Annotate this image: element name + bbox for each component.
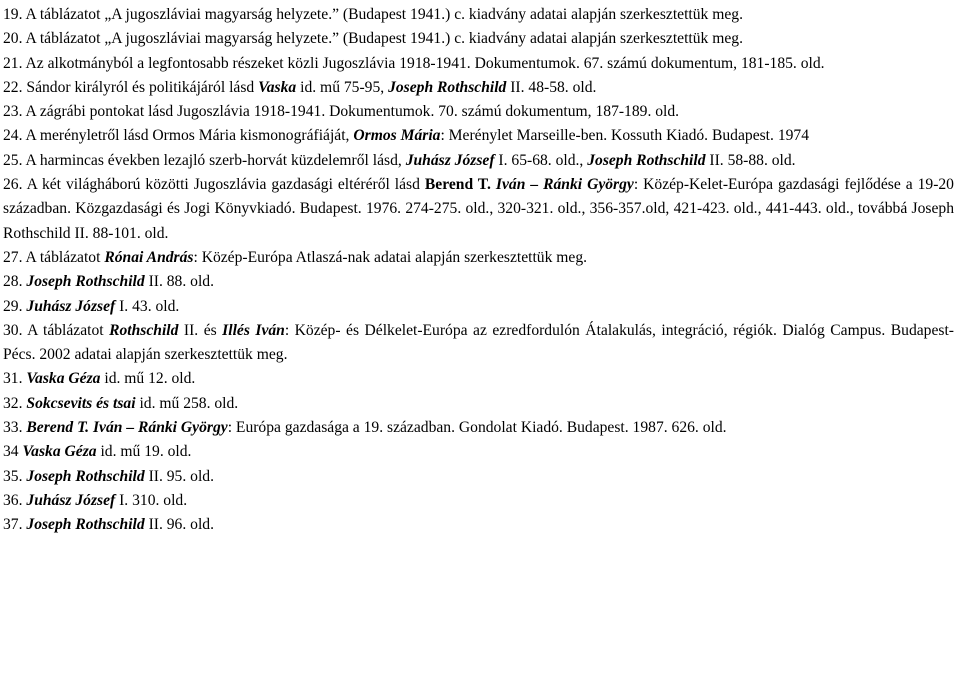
footnote-text: : Közép-Európa Atlaszá-nak adatai alapján szerkesztettük meg.	[193, 248, 588, 266]
footnote-text: II. 96. old.	[144, 516, 214, 534]
footnote-text: 29.	[3, 297, 27, 315]
fn-37	[3, 513, 954, 537]
fn-32	[3, 392, 954, 416]
footnote-text: 24. A merényletről lásd Ormos Mária kismonográfiáját,	[3, 127, 354, 145]
footnote-text: II. 58-88. old.	[705, 151, 796, 169]
author-name: Berend T.	[424, 176, 491, 194]
author-name: Rónai András	[104, 248, 194, 266]
footnote-text: 31.	[3, 370, 27, 388]
footnote-text: 27. A táblázatot	[3, 248, 105, 266]
author-name: Berend T. Iván – Ránki György	[26, 419, 228, 437]
footnote-text: 25. A harmincas években lezajló szerb-horvát küzdelemről lásd,	[3, 151, 406, 169]
footnote-text: 28.	[3, 273, 27, 291]
footnote-text: I. 65-68. old.,	[494, 151, 588, 169]
footnote-text: 32.	[3, 394, 27, 412]
author-name: Vaska Géza	[26, 370, 101, 388]
fn-28	[3, 270, 954, 294]
footnote-text: 23. A zágrábi pontokat lásd Jugoszlávia 1918-1941. Dokumentumok. 70. számú dokumentum, 187-189. old.	[3, 103, 680, 121]
footnote-text: 37.	[3, 516, 27, 534]
fn-26	[3, 173, 954, 246]
fn-29	[3, 295, 954, 319]
footnote-text: 22. Sándor királyról és politikájáról lásd	[3, 78, 259, 96]
footnote-text: 21. Az alkotmányból a legfontosabb részeket közli Jugoszlávia 1918-1941. Dokumentumok. 67. számú dokumentum, 181-185. old.	[3, 54, 825, 72]
fn-19	[3, 3, 954, 27]
footnote-list	[3, 3, 954, 538]
fn-20	[3, 27, 954, 51]
footnote-text: 19. A táblázatot „A jugoszláviai magyarság helyzete.” (Budapest 1941.) c. kiadvány adatai alapján szerkesztettük meg.	[3, 6, 744, 23]
fn-23	[3, 100, 954, 124]
author-name: Vaska	[258, 78, 297, 96]
fn-22	[3, 76, 954, 100]
fn-24	[3, 124, 954, 148]
footnote-text: : Közép-Kelet-Európa gazdasági fejlődése a 19-20 században. Közgazdasági és Jogi Könyvkiadó. Budapest. 1976. 274-275. old., 320-321. old., 356-357.old, 421-423. old., 441-443. old., továbbá Joseph Rothschild II. 88-101. old.	[3, 176, 954, 242]
fn-31	[3, 367, 954, 391]
footnote-text: 33.	[3, 419, 27, 437]
author-name: Joseph Rothschild	[388, 78, 507, 96]
author-name: Juhász József	[405, 151, 495, 169]
author-name: Iván – Ránki György	[495, 176, 634, 194]
footnote-text: 26. A két világháború közötti Jugoszlávia gazdasági eltéréről lásd	[3, 176, 425, 194]
footnote-text: II. 95. old.	[144, 467, 214, 485]
author-name: Joseph Rothschild	[587, 151, 706, 169]
footnote-text: : Merénylet Marseille-ben. Kossuth Kiadó. Budapest. 1974	[440, 127, 810, 145]
author-name: Ormos Mária	[353, 127, 441, 145]
footnote-text: id. mű 12. old.	[100, 370, 196, 388]
author-name: Illés Iván	[222, 321, 285, 339]
footnote-text: id. mű 75-95,	[296, 78, 389, 96]
footnote-text: 34	[3, 443, 23, 461]
footnote-text: II. 48-58. old.	[506, 78, 597, 96]
author-name: Vaska Géza	[22, 443, 97, 461]
footnote-text: 20. A táblázatot „A jugoszláviai magyarság helyzete.” (Budapest 1941.) c. kiadvány adatai alapján szerkesztettük meg.	[3, 30, 744, 48]
fn-33	[3, 416, 954, 440]
footnote-text: : Közép- és Délkelet-Európa az ezredfordulón Átalakulás, integráció, régiók. Dialóg Campus. Budapest-Pécs. 2002 adatai alapján szerkesztettük meg.	[3, 321, 954, 364]
footnote-text: id. mű 258. old.	[135, 394, 239, 412]
footnote-text: id. mű 19. old.	[96, 443, 192, 461]
fn-30	[3, 319, 954, 368]
footnote-text: 35.	[3, 467, 27, 485]
footnote-text: 30. A táblázatot	[3, 321, 110, 339]
footnote-text: 36.	[3, 491, 27, 509]
footnote-text: II. és	[178, 321, 223, 339]
fn-35	[3, 465, 954, 489]
footnote-text: II. 88. old.	[144, 273, 214, 291]
fn-36	[3, 489, 954, 513]
author-name: Sokcsevits és tsai	[26, 394, 136, 412]
author-name: Juhász József	[26, 297, 116, 315]
footnote-text: I. 310. old.	[115, 491, 188, 509]
author-name: Joseph Rothschild	[26, 516, 145, 534]
footnote-text: I. 43. old.	[115, 297, 180, 315]
author-name: Rothschild	[109, 321, 179, 339]
fn-27	[3, 246, 954, 270]
footnote-text: : Európa gazdasága a 19. században. Gondolat Kiadó. Budapest. 1987. 626. old.	[227, 419, 727, 437]
author-name: Juhász József	[26, 491, 116, 509]
author-name: Joseph Rothschild	[26, 467, 145, 485]
fn-25	[3, 149, 954, 173]
fn-21	[3, 52, 954, 76]
author-name: Joseph Rothschild	[26, 273, 145, 291]
fn-34	[3, 440, 954, 464]
